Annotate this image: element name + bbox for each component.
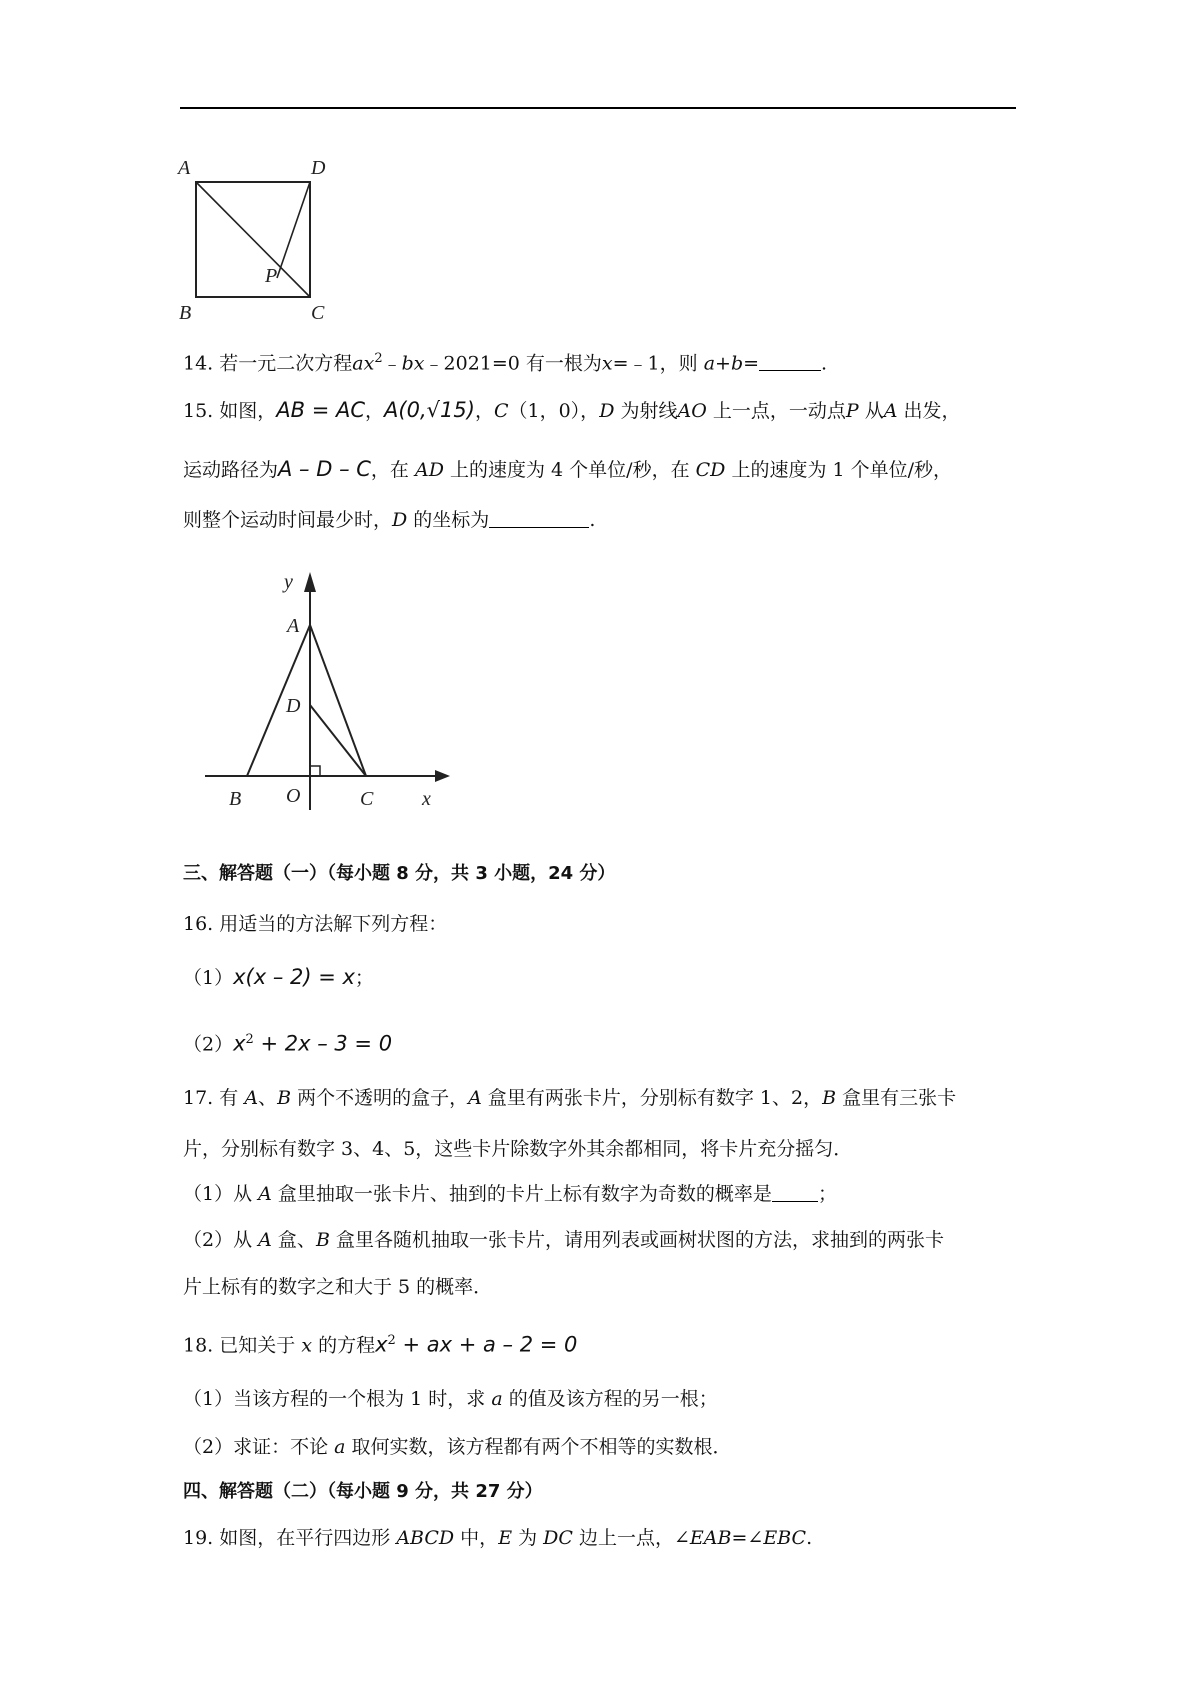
label-A: A	[178, 157, 191, 179]
q15-d: D	[599, 400, 615, 422]
q19-text-4: 边上一点，∠	[579, 1527, 690, 1549]
question-18	[183, 1327, 577, 1359]
q16-p1-equation: x(x – 2) = x	[233, 965, 355, 989]
q18-equation-rest: + ax + a – 2 = 0	[395, 1332, 578, 1357]
q18-p1-text-2: 的值及该方程的另一根；	[508, 1388, 718, 1410]
q15-d-2: D	[392, 509, 408, 531]
question-15-line-3	[183, 506, 595, 534]
question-15-line-2	[183, 455, 952, 484]
q17-p1-text-2: 盒里抽取一张卡片、抽到的卡片上标有数字为奇数的概率是	[277, 1183, 772, 1205]
section-3-heading: 三、解答题（一）（每小题 8 分，共 3 小题，24 分）	[183, 863, 616, 884]
q15-text-from: 从	[864, 400, 884, 422]
q17-p2-a: A	[258, 1229, 272, 1251]
q18-math-x: x	[375, 1332, 388, 1357]
q15-math-a-point: A(0,√15)	[384, 398, 475, 422]
q17-a-2: A	[468, 1087, 482, 1109]
question-17-line-2: 片，分别标有数字 3、4、5，这些卡片除数字外其余都相同，将卡片充分摇匀．	[183, 1138, 853, 1160]
question-17-part-2	[183, 1226, 944, 1254]
q19-e: E	[498, 1527, 513, 1549]
answer-blank-17[interactable]	[772, 1183, 818, 1202]
q18-p1-var: a	[491, 1388, 503, 1410]
q19-text: 19. 如图，在平行四边形	[183, 1527, 391, 1549]
q15-math-ab-ac: AB = AC	[276, 398, 366, 422]
question-18-part-2	[183, 1433, 732, 1461]
q19-abcd: ABCD	[396, 1527, 455, 1549]
section-4-heading: 四、解答题（二）（每小题 9 分，共 27 分）	[183, 1481, 543, 1502]
q15-text-point: 上一点，一动点	[712, 400, 846, 422]
answer-blank-15[interactable]	[489, 509, 589, 528]
q15-speed-2: 上的速度为 1 个单位/秒，	[731, 459, 953, 481]
question-17-part-1	[183, 1180, 837, 1208]
q18-p1-text: （1）当该方程的一个根为 1 时，求	[183, 1388, 486, 1410]
q18-exponent: 2	[387, 1333, 396, 1348]
q18-p2-var: a	[334, 1436, 346, 1458]
q17-p1-a: A	[258, 1183, 272, 1205]
label-D: D	[286, 695, 301, 717]
q18-number: 18. 已知关于	[183, 1334, 296, 1357]
q17-text-1: 两个不透明的盒子，	[297, 1087, 469, 1109]
q17-p1-end: ；	[817, 1183, 837, 1205]
q15-speed-1: 上的速度为 4 个单位/秒，在	[450, 459, 690, 481]
q15-coord-text: 的坐标为	[413, 509, 490, 531]
q14-minus: ﹣	[382, 352, 402, 375]
q14-b: b	[730, 352, 744, 375]
q17-p2-text: （2）从	[183, 1229, 253, 1251]
q19-text-2: 中，	[460, 1527, 499, 1549]
axis-label-x: x	[422, 788, 431, 810]
q15-text: 如图，	[219, 400, 277, 422]
q17-b-2: B	[822, 1087, 837, 1109]
q16-p2-exponent: 2	[245, 1032, 254, 1047]
label-A: A	[287, 615, 300, 637]
figure-square	[175, 150, 335, 325]
q14-bx: bx	[401, 352, 425, 375]
label-O: O	[286, 785, 301, 807]
q17-number: 17. 有	[183, 1087, 239, 1109]
q14-text: 若一元二次方程	[219, 352, 353, 375]
question-14	[183, 345, 827, 377]
q15-ao: AO	[677, 400, 707, 422]
question-16-part-1	[183, 963, 374, 992]
q15-comma: ，	[365, 400, 385, 422]
q16-p1-label: （1）	[183, 967, 234, 989]
q15-c-coord: （1，0），	[508, 400, 600, 422]
q16-p2-equation-rest: + 2x – 3 = 0	[253, 1031, 393, 1056]
q19-ebc: EBC	[763, 1527, 807, 1549]
q15-c: C	[493, 400, 509, 422]
q17-p2-text-3: 盒里各随机抽取一张卡片，请用列表或画树状图的方法，求抽到的两张卡	[335, 1229, 944, 1251]
question-16: 16. 用适当的方法解下列方程：	[183, 913, 448, 935]
q19-angle-eq: =∠	[731, 1527, 764, 1549]
q18-p2-text: （2）求证：不论	[183, 1436, 329, 1458]
q17-p1-text: （1）从	[183, 1183, 253, 1205]
label-C: C	[311, 302, 325, 324]
question-16-part-2	[183, 1026, 392, 1058]
q14-period: .	[821, 352, 828, 375]
q15-period: .	[589, 509, 596, 531]
question-18-part-1	[183, 1385, 718, 1413]
q15-number: 15.	[183, 400, 214, 422]
q17-p2-text-2: 盒、	[277, 1229, 316, 1251]
q14-ax: ax	[352, 352, 375, 375]
label-C: C	[360, 788, 374, 810]
q15-path-text: 运动路径为	[183, 459, 279, 481]
q15-ad: AD	[414, 459, 444, 481]
q19-dc: DC	[543, 1527, 573, 1549]
q18-p2-text-2: 取何实数，该方程都有两个不相等的实数根．	[351, 1436, 732, 1458]
q15-time-text: 则整个运动时间最少时，	[183, 509, 393, 531]
q17-text-2: 盒里有两张卡片，分别标有数字 1、2，	[487, 1087, 823, 1109]
q19-text-3: 为	[518, 1527, 538, 1549]
q19-eab: EAB	[689, 1527, 732, 1549]
q14-number: 14.	[183, 352, 214, 375]
q14-exponent: 2	[374, 351, 383, 366]
q16-p1-end: ；	[354, 967, 374, 989]
q18-text: 的方程	[318, 1334, 376, 1357]
q14-plus: +	[715, 352, 731, 375]
label-B: B	[179, 302, 192, 324]
q16-p2-x: x	[233, 1031, 246, 1056]
q17-sep: 、	[258, 1087, 278, 1109]
q16-p2-label: （2）	[183, 1033, 234, 1056]
label-D: D	[311, 157, 326, 179]
q17-p2-b: B	[315, 1229, 330, 1251]
q19-period: .	[806, 1527, 813, 1549]
question-19	[183, 1524, 812, 1552]
q14-root: =﹣1，则	[612, 352, 698, 375]
q15-p: P	[845, 400, 859, 422]
answer-blank-14[interactable]	[759, 352, 821, 371]
q15-cd: CD	[695, 459, 726, 481]
q17-b: B	[277, 1087, 292, 1109]
q15-math-path: A – D – C	[278, 457, 371, 481]
q15-text-start: 出发，	[903, 400, 961, 422]
question-17-part-2-line-2: 片上标有的数字之和大于 5 的概率．	[183, 1276, 493, 1298]
q18-x: x	[301, 1334, 313, 1357]
question-17-line-1	[183, 1084, 956, 1112]
q14-equals: =	[743, 352, 760, 375]
q14-x: x	[601, 352, 613, 375]
q14-a: a	[703, 352, 716, 375]
q15-text-in: ，在	[370, 459, 409, 481]
q17-text-3: 盒里有三张卡	[842, 1087, 957, 1109]
header-rule	[180, 107, 1016, 109]
q15-comma-2: ，	[474, 400, 494, 422]
label-P: P	[265, 265, 278, 287]
q15-text-ray: 为射线	[620, 400, 678, 422]
q14-eq-rest: ﹣2021=0 有一根为	[424, 352, 602, 375]
figure-coordinate-triangle	[200, 570, 460, 815]
question-15-line-1	[183, 396, 961, 425]
q15-a: A	[883, 400, 898, 422]
axis-label-y: y	[284, 571, 293, 593]
label-B: B	[229, 788, 242, 810]
q17-a: A	[244, 1087, 259, 1109]
